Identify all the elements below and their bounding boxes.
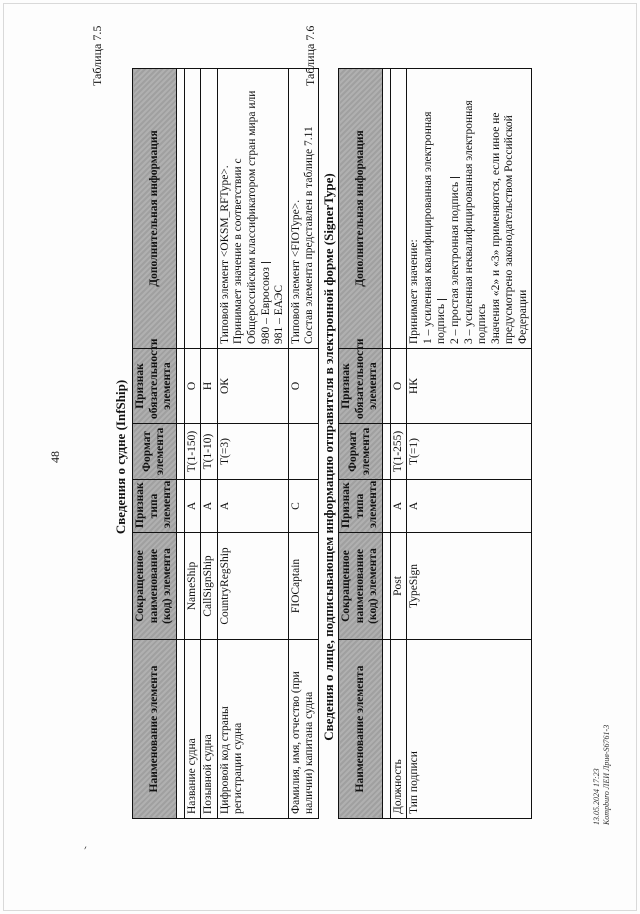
column-header: Признак типа элемента	[133, 480, 177, 533]
info-line: 980 – Евросоюз	[260, 73, 274, 344]
element-required-cell: О	[184, 349, 201, 424]
element-format-cell: T(1-150)	[184, 424, 201, 480]
scan-artifact-mark	[261, 262, 271, 263]
spacer-row	[176, 69, 184, 819]
element-code-cell: FIOCaptain	[288, 533, 318, 640]
element-format-cell	[288, 424, 318, 480]
info-line: 2 – простая электронная подпись	[449, 73, 463, 344]
table-7-5-header-row	[133, 69, 177, 819]
table-row	[390, 69, 407, 819]
table-7-5	[132, 68, 319, 819]
table-7-5-title: Сведения о судне (InfShip)	[113, 379, 128, 535]
table-7-6-title: Сведения о лице, подписывающем информацию отправителя в электронной форме (SignerType)	[321, 173, 336, 741]
table-7-6-header-row	[339, 69, 383, 819]
table-7-6	[338, 68, 532, 819]
info-line: Принимает значение:	[408, 239, 421, 344]
column-header: Дополнительная информация	[339, 69, 383, 349]
table-row	[201, 69, 218, 819]
column-header: Наименование элемента	[339, 640, 383, 819]
element-format-cell: T(1-255)	[390, 424, 407, 480]
table-row	[407, 69, 532, 819]
element-code-cell: CountryRegShip	[217, 533, 288, 640]
additional-info-cell	[390, 69, 407, 349]
info-line: 981 – ЕАЭС	[273, 284, 286, 344]
scan-artifact-mark	[450, 177, 460, 178]
element-required-cell: НК	[407, 349, 532, 424]
page-number: 48	[48, 451, 62, 463]
stamp-line-2: Кompburo ЛЕИ Лрив-S6761-3	[601, 724, 611, 825]
element-code-cell: NameShip	[184, 533, 201, 640]
element-required-cell: О	[390, 349, 407, 424]
column-header: Сокращенное наименование (код) элемента	[133, 533, 177, 640]
additional-info-cell	[201, 69, 218, 349]
column-header: Признак обязательности элемента	[339, 349, 383, 424]
table-row	[288, 69, 318, 819]
element-name-cell: Тип подписи	[407, 640, 532, 819]
element-code-cell: TypeSign	[407, 533, 532, 640]
element-name-cell: Должность	[390, 640, 407, 819]
registration-stamp	[592, 725, 611, 825]
spacer-row	[382, 69, 390, 819]
element-type-cell: А	[407, 480, 532, 533]
element-name-cell: Фамилия, имя, отчество (при наличии) капитана судна	[288, 640, 318, 819]
element-name-cell: Название судна	[184, 640, 201, 819]
element-required-cell: О	[288, 349, 318, 424]
info-line: Типовой элемент <FIOType>.	[289, 199, 302, 344]
element-type-cell: А	[201, 480, 218, 533]
column-header: Признак типа элемента	[339, 480, 383, 533]
column-header: Формат элемента	[133, 424, 177, 480]
stamp-line-1: 13.05.2024 17:23	[592, 768, 601, 825]
element-required-cell: Н	[201, 349, 218, 424]
element-name-cell: Цифровой код страны регистрации судна	[217, 640, 288, 819]
column-header: Признак обязательности элемента	[133, 349, 177, 424]
info-line: Типовой элемент <OKSM_RFType>.	[218, 165, 231, 344]
additional-info-cell	[184, 69, 201, 349]
info-line: 1 – усиленная квалифицированная электронная подпись	[421, 111, 448, 344]
info-line: 3 – усиленная неквалифицированная электронная подпись	[462, 100, 489, 344]
info-line: Значения «2» и «3» применяются, если иное не предусмотрено законодательством Российской Федерации	[489, 112, 529, 344]
info-line: Принимает значение в соответствии с Общероссийским классификатором стран мира или	[232, 90, 258, 344]
element-code-cell: Post	[390, 533, 407, 640]
additional-info-cell	[288, 69, 318, 349]
table-row	[217, 69, 288, 819]
margin-mark: ׳	[84, 842, 87, 856]
scan-artifact-mark	[437, 299, 447, 300]
column-header: Дополнительная информация	[133, 69, 177, 349]
element-type-cell: А	[217, 480, 288, 533]
element-required-cell: ОК	[217, 349, 288, 424]
element-format-cell: T(1-10)	[201, 424, 218, 480]
element-name-cell: Позывной судна	[201, 640, 218, 819]
info-line: Состав элемента представлен в таблице 7.11	[303, 126, 316, 344]
element-format-cell: T(=1)	[407, 424, 532, 480]
table-7-6-label: Таблица 7.6	[303, 25, 317, 86]
element-code-cell: CallSignShip	[201, 533, 218, 640]
table-row	[184, 69, 201, 819]
element-type-cell: А	[184, 480, 201, 533]
additional-info-cell	[407, 69, 532, 349]
column-header: Сокращенное наименование (код) элемента	[339, 533, 383, 640]
element-type-cell: А	[390, 480, 407, 533]
column-header: Формат элемента	[339, 424, 383, 480]
element-format-cell: T(=3)	[217, 424, 288, 480]
table-7-5-label: Таблица 7.5	[90, 25, 104, 86]
column-header: Наименование элемента	[133, 640, 177, 819]
additional-info-cell	[217, 69, 288, 349]
element-type-cell: С	[288, 480, 318, 533]
